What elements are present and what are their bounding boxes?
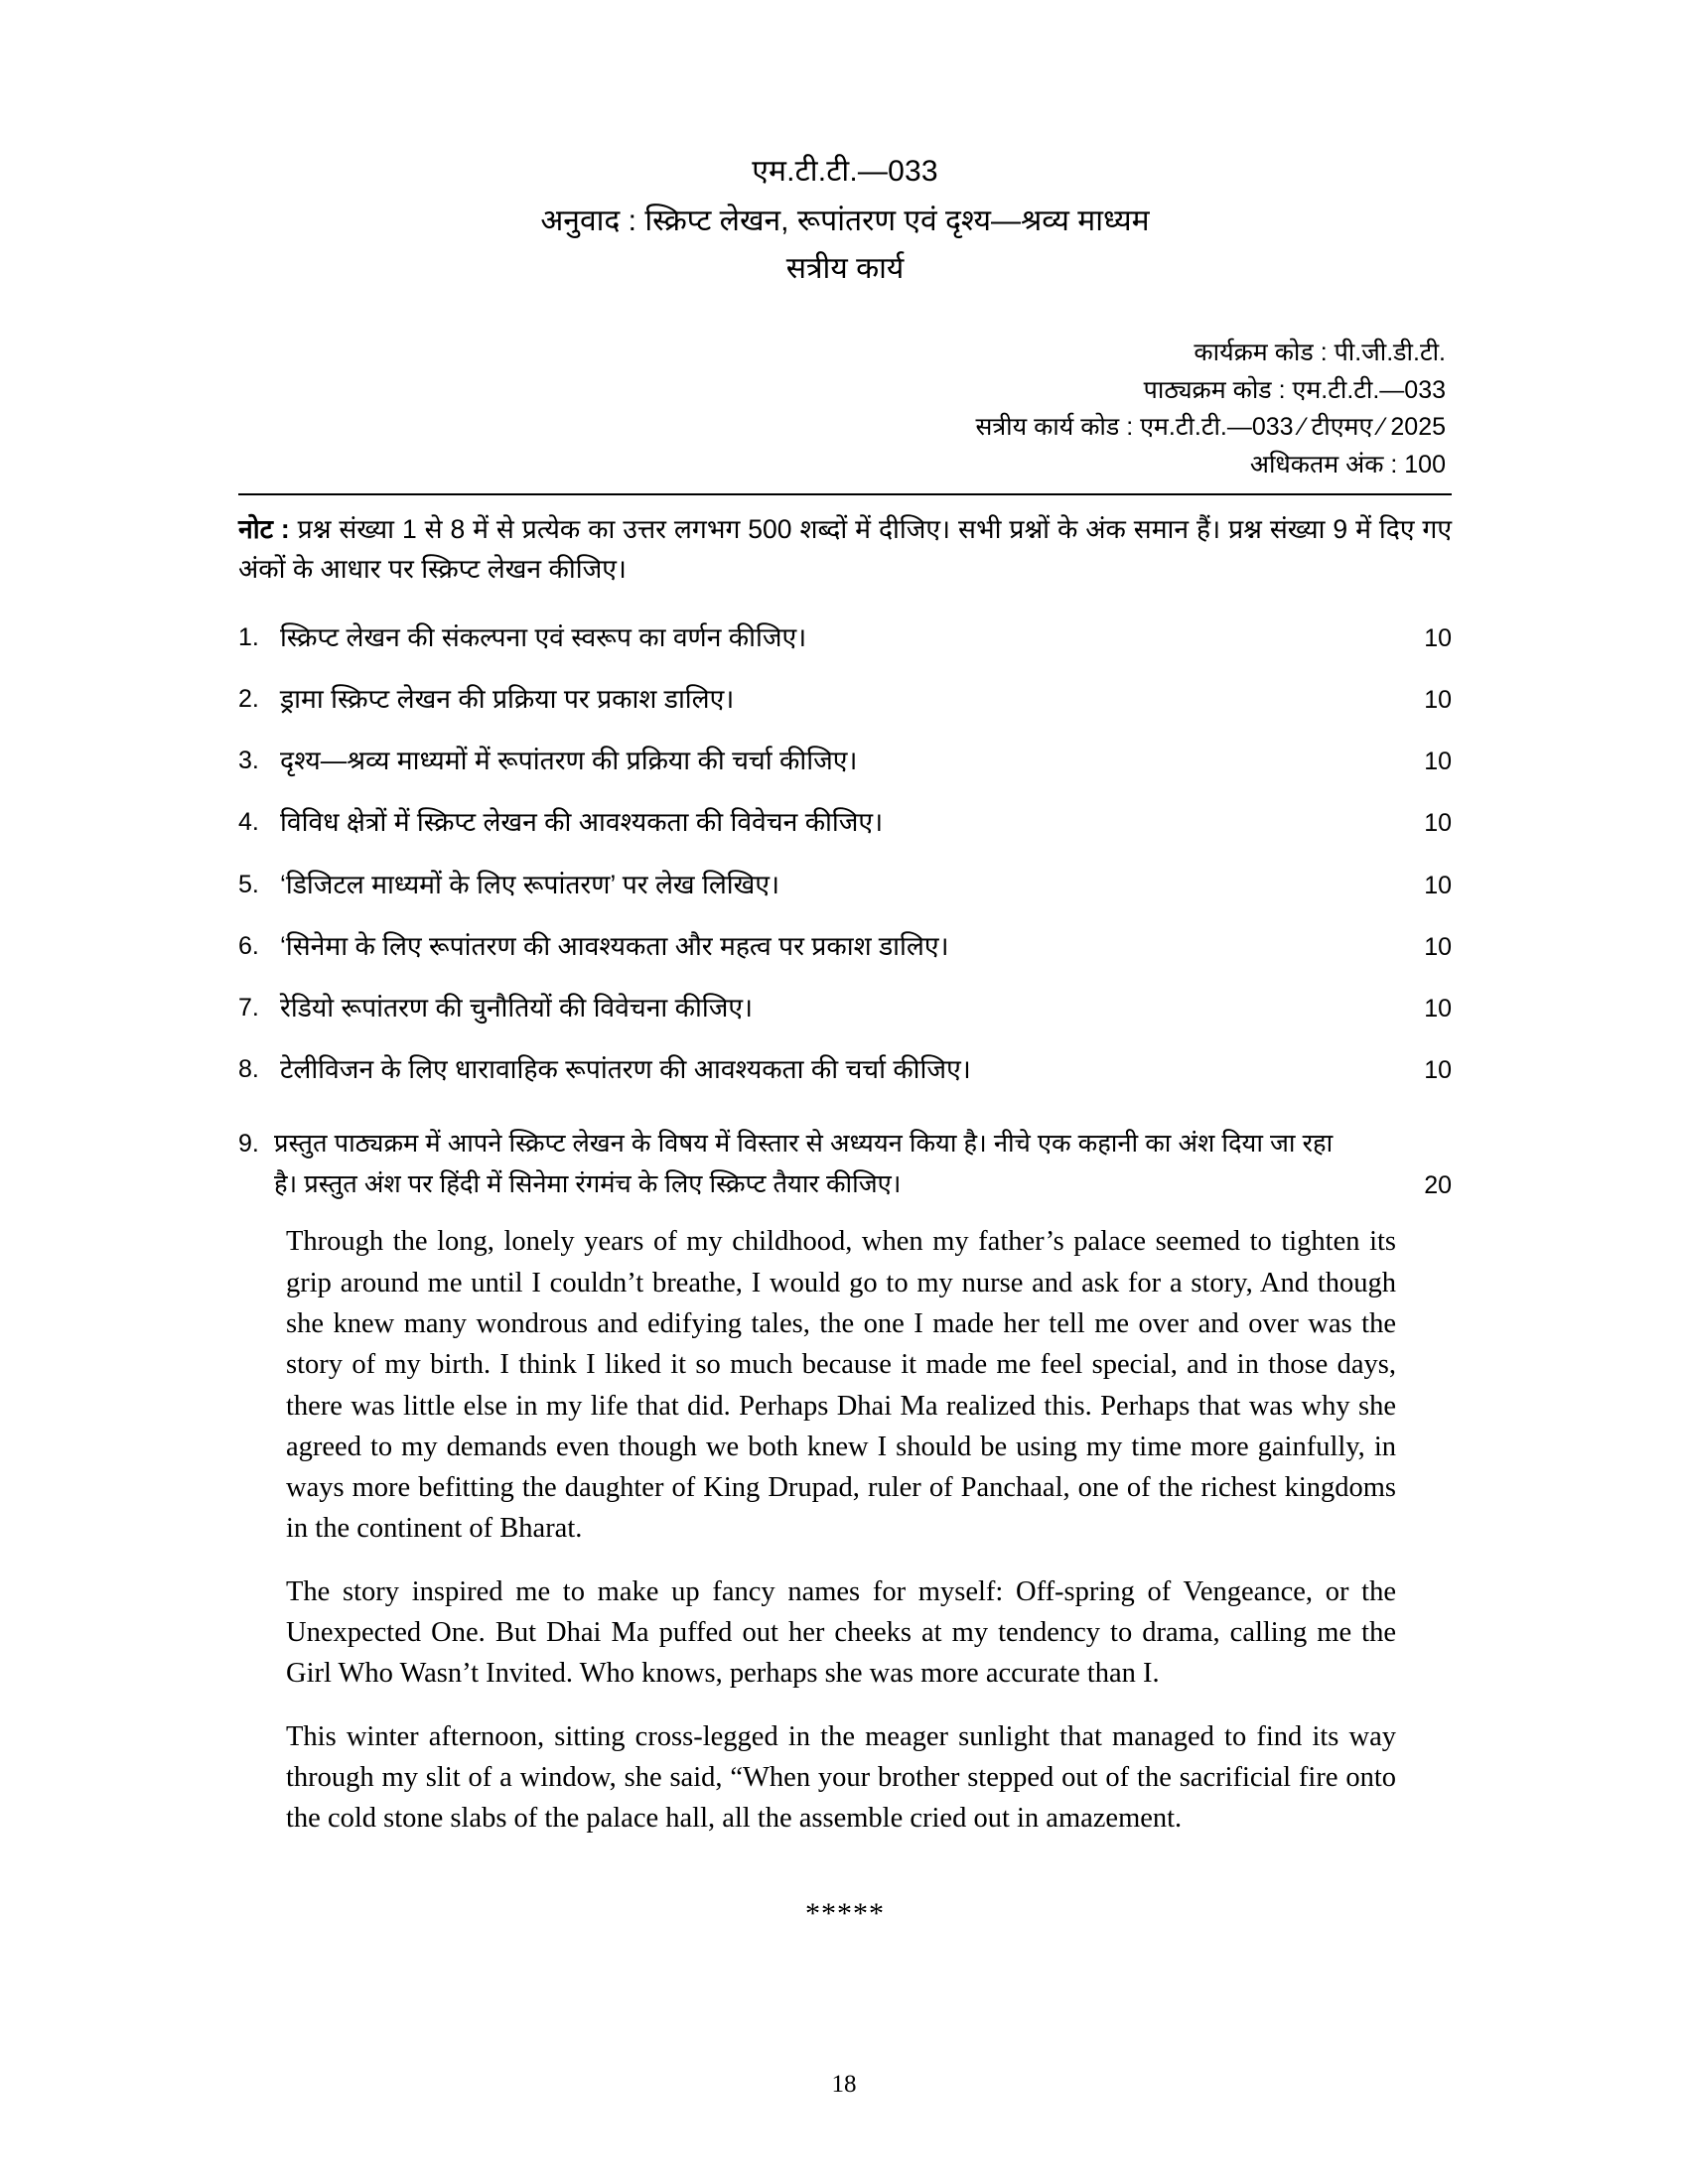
question-row <box>238 926 1452 966</box>
question-text: विविध क्षेत्रों में स्क्रिप्ट लेखन की आवश्यकता की विवेचन कीजिए। <box>280 807 884 838</box>
question-text: स्क्रिप्ट लेखन की संकल्पना एवं स्वरूप का वर्णन कीजिए। <box>280 621 807 652</box>
question-marks: 10 <box>1424 932 1452 961</box>
question-marks: 10 <box>1424 1056 1452 1085</box>
question-marks: 10 <box>1424 623 1452 652</box>
passage-paragraph: Through the long, lonely years of my childhood, when my father’s palace seemed to tighten its grip around me until I couldn’t breathe, I would go to my nurse and ask for a story, And though she knew many wondrous and edifying tales, the one I made her tell me over and over was the story of my birth. I think I liked it so much because it made me feel special, and in those days, there was little else in my life that did. Perhaps Dhai Ma realized this. Perhaps that was why she agreed to my demands even though we both knew I should be using my time more gainfully, in ways more befitting the daughter of King Drupad, ruler of Panchaal, one of the richest kingdoms in the continent of Bharat. <box>286 1226 1396 1545</box>
question-row <box>238 1049 1452 1089</box>
reading-passage <box>286 1221 1396 1839</box>
maximum-marks: अधिकतम अंक : 100 <box>1249 450 1446 478</box>
page-content <box>238 149 1452 1931</box>
question-marks: 10 <box>1424 748 1452 776</box>
question-number: 6. <box>238 931 259 960</box>
question-row <box>238 741 1452 780</box>
note-text: प्रश्न संख्या 1 से 8 में से प्रत्येक का उत्तर लगभग 500 शब्दों में दीजिए। सभी प्रश्नों के अंक समान हैं। प्रश्न संख्या 9 में दिए गए अंकों के आधार पर स्क्रिप्ट लेखन कीजिए। <box>238 514 1452 585</box>
page-course-code: एम.टी.टी.—033 <box>752 155 938 188</box>
page-title: अनुवाद : स्क्रिप्ट लेखन, रूपांतरण एवं दृश्य—श्रव्य माध्यम <box>540 205 1150 237</box>
question-text: ‘सिनेमा के लिए रूपांतरण की आवश्यकता और महत्व पर प्रकाश डालिए। <box>280 930 949 961</box>
question-marks: 10 <box>1424 871 1452 899</box>
course-code: पाठ्यक्रम कोड : एम.टी.टी.—033 <box>1143 375 1446 404</box>
question-marks: 10 <box>1424 809 1452 838</box>
question-text: टेलीविजन के लिए धारावाहिक रूपांतरण की आवश्यकता की चर्चा कीजिए। <box>280 1054 971 1085</box>
question-number: 8. <box>238 1055 259 1084</box>
page-subtitle: सत्रीय कार्य <box>785 252 905 285</box>
horizontal-divider <box>238 493 1452 495</box>
question-number: 4. <box>238 808 259 837</box>
code-block <box>238 335 1452 483</box>
question-number: 3. <box>238 747 259 775</box>
question-row <box>238 988 1452 1027</box>
question-list <box>238 617 1452 1206</box>
question-row <box>238 865 1452 904</box>
passage-paragraph: The story inspired me to make up fancy names for myself: Off-spring of Vengeance, or the Unexpected One. But Dhai Ma puffed out her cheeks at my tendency to drama, calling me the Girl Who Wasn’t Invited. Who knows, perhaps she was more accurate than I. <box>286 1575 1396 1690</box>
assignment-code: सत्रीय कार्य कोड : एम.टी.टी.—033 ⁄ टीएमए ⁄ 2025 <box>975 413 1446 441</box>
question-marks: 10 <box>1424 685 1452 714</box>
end-marker: ***** <box>805 1896 885 1930</box>
question-number: 5. <box>238 870 259 898</box>
question-row <box>238 617 1452 657</box>
question-number: 2. <box>238 684 259 713</box>
question-row-9 <box>238 1124 1452 1206</box>
page-number: 18 <box>831 2071 857 2098</box>
question-number: 1. <box>238 622 259 651</box>
passage-paragraph: This winter afternoon, sitting cross-legged in the meager sunlight that managed to find its way through my slit of a window, she said, “When your brother stepped out of the sacrificial fire onto the cold stone slabs of the palace hall, all the assemble cried out in amazement. <box>286 1720 1396 1835</box>
question-row <box>238 679 1452 719</box>
note-paragraph <box>238 509 1452 590</box>
question-row <box>238 802 1452 842</box>
question-number: 9. <box>238 1129 259 1158</box>
programme-code: कार्यक्रम कोड : पी.जी.डी.टी. <box>1194 339 1446 366</box>
question-marks: 10 <box>1424 995 1452 1024</box>
question-text: दृश्य—श्रव्य माध्यमों में रूपांतरण की प्रक्रिया की चर्चा कीजिए। <box>280 746 858 776</box>
question-text: ‘डिजिटल माध्यमों के लिए रूपांतरण’ पर लेख लिखिए। <box>280 869 780 899</box>
question-text: रेडियो रूपांतरण की चुनौतियों की विवेचना कीजिए। <box>280 993 754 1024</box>
question-text: प्रस्तुत पाठ्यक्रम में आपने स्क्रिप्ट लेखन के विषय में विस्तार से अध्ययन किया है। नीचे एक कहानी का अंश दिया जा रहा है। प्रस्तुत अंश पर हिंदी में सिनेमा रंगमंच के लिए स्क्रिप्ट तैयार कीजिए। <box>274 1129 1334 1198</box>
question-text: ड्रामा स्क्रिप्ट लेखन की प्रक्रिया पर प्रकाश डालिए। <box>280 683 735 714</box>
question-number: 7. <box>238 994 259 1023</box>
note-label: नोट : <box>238 514 290 544</box>
question-marks: 20 <box>1424 1171 1452 1199</box>
